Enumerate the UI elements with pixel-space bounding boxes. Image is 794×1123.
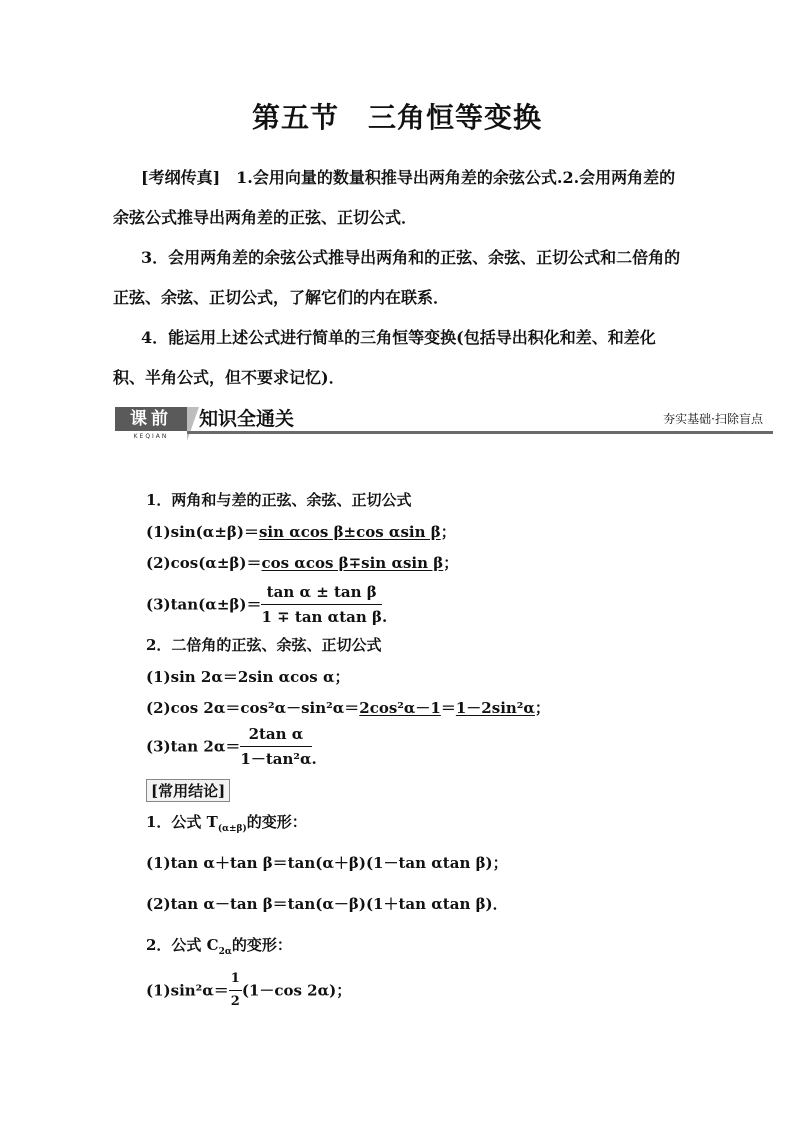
conclusion-tan-sum: (1)tan α＋tan β＝tan(α＋β)(1－tan αtan β)； [146,854,508,872]
banner-slogan: 夯实基础·扫除盲点 [663,412,763,426]
formula-cos-sum [146,552,458,573]
heading-subscript: (α±β) [217,824,247,834]
formula-label: (1)sin(α±β)＝ [146,523,259,541]
heading-text: 的变形： [231,936,292,954]
intro-paragraph-1 [113,158,685,238]
formula-answer: 1－2sin²α [455,699,535,717]
formula-label: (3)tan 2α＝ [146,737,241,756]
banner-title: 知识全通关 [199,408,295,430]
formula-label: (1)sin²α＝ [146,981,229,1000]
fraction-denominator: 1－tan²α [240,750,312,768]
heading-subscript: 2α [218,947,232,957]
intro-tag: [考纲传真] [141,168,221,187]
heading-text: 1．公式 T [146,813,218,831]
fraction [229,970,242,1011]
conclusions-tag: [常用结论] [146,779,230,802]
banner-pinyin: KEQIAN [133,433,169,440]
heading-text: 2．公式 C [146,936,219,954]
formula-label: (3)tan(α±β)＝ [146,595,262,614]
formula-label: (2)cos 2α＝cos²α－sin²α＝ [146,699,360,717]
intro-text-1: 1.会用向量的数量积推导出两角差的余弦公式.2.会用两角差的余弦公式推导出两角差的正弦、正切公式． [113,168,676,227]
conclusion-1-heading [146,811,307,834]
banner-notch [187,407,199,441]
section-banner [113,404,773,444]
fraction-denominator: 2 [230,994,240,1009]
formula-sin-sum [146,521,456,542]
intro-paragraph-2 [113,238,685,318]
formula-answer: sin αcos β±cos αsin β [258,523,441,541]
formula-answer: 2cos²α－1 [359,699,441,717]
formula-sin-double: (1)sin 2α＝2sin αcos α； [146,668,350,686]
fraction-numerator: tan α ± tan β [261,582,382,605]
section-2-heading: 2．二倍角的正弦、余弦、正切公式 [146,636,382,654]
heading-text: 的变形： [246,813,307,831]
formula-end: ； [534,699,550,717]
conclusions-tag-wrap [146,779,230,802]
conclusion-tan-diff: (2)tan α－tan β＝tan(α－β)(1＋tan αtan β)． [146,895,508,913]
page-title: 第五节 三角恒等变换 [251,101,542,134]
conclusion-2-heading [146,934,292,957]
formula-cos-double [146,697,550,718]
intro-paragraph-3 [113,318,685,398]
fraction [240,724,311,769]
intro-text-3: 4．能运用上述公式进行简单的三角恒等变换(包括导出积化和差、和差化积、半角公式，但不要求记忆)． [113,328,656,387]
formula-end: . [311,750,317,768]
formula-end: ； [440,523,456,541]
formula-end: . [381,608,388,626]
formula-rest: (1－cos 2α)； [241,981,352,1000]
formula-tan-sum [146,582,387,627]
intro-text-2: 3．会用两角差的余弦公式推导出两角和的正弦、余弦、正切公式和二倍角的正弦、余弦、正切公式，了解它们的内在联系． [113,248,681,307]
fraction-denominator: 1 ∓ tan αtan β [261,608,382,626]
formula-equals: ＝ [440,699,456,717]
formula-tan-double [146,724,317,769]
formula-end: ； [443,554,459,572]
formula-answer: cos αcos β∓sin αsin β [261,554,444,572]
fraction-numerator: 1 [229,970,242,991]
section-1-heading: 1．两角和与差的正弦、余弦、正切公式 [146,491,412,509]
banner-badge: 课前 [115,407,187,431]
conclusion-sin-square [146,970,351,1011]
fraction-numerator: 2tan α [240,724,311,747]
formula-label: (2)cos(α±β)＝ [146,554,262,572]
banner-divider [187,431,773,434]
fraction [261,582,382,627]
